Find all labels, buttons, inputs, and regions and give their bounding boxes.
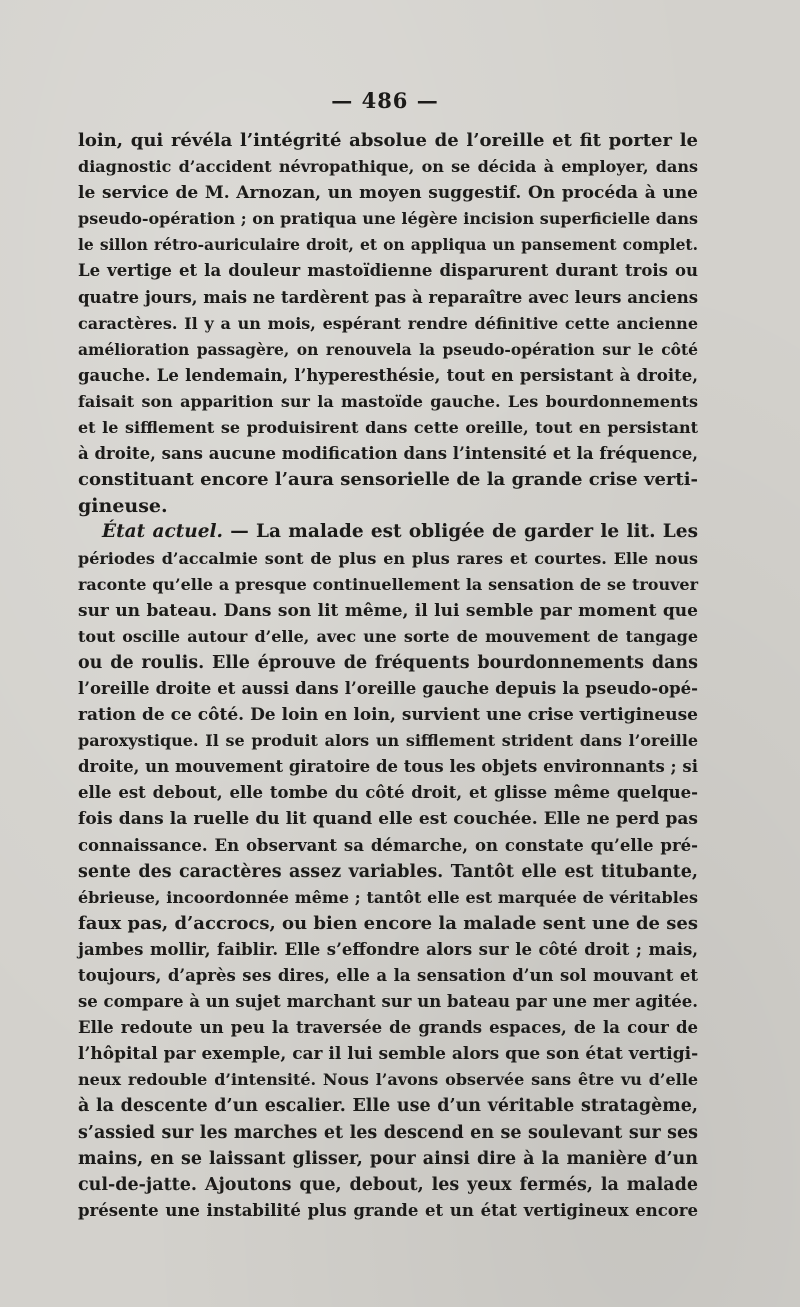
text-line: Le vertige et la douleur mastoïdienne disparurent durant trois ou <box>78 261 698 281</box>
text-line: constituant encore l’aura sensorielle de la grande crise verti- <box>78 469 698 491</box>
text-line: diagnostic d’accident névropathique, on se décida à employer, dans <box>78 157 698 177</box>
paragraph-continued <box>78 128 698 519</box>
text-line: sente des caractères assez variables. Tantôt elle est titubante, <box>78 861 698 882</box>
text-line: paroxystique. Il se produit alors un sifflement strident dans l’oreille <box>78 731 698 751</box>
section-heading: État actuel. <box>102 521 223 543</box>
text-line: s’assied sur les marches et les descend en se soulevant sur ses <box>78 1122 698 1143</box>
paragraph-etat-actuel <box>78 519 698 1224</box>
text-line: amélioration passagère, on renouvela la pseudo-opération sur le côté <box>78 339 698 359</box>
text-line: ration de ce côté. De loin en loin, survient une crise vertigineuse <box>78 705 698 726</box>
text-line: loin, qui révéla l’intégrité absolue de l’oreille et fit porter le <box>78 130 698 151</box>
text-line: faux pas, d’accrocs, ou bien encore la malade sent une de ses <box>78 912 698 934</box>
text-line: l’hôpital par exemple, car il lui semble alors que son état vertigi- <box>78 1044 699 1065</box>
text-line: faisait son apparition sur la mastoïde gauche. Les bourdonnements <box>78 391 698 411</box>
text-line: neux redouble d’intensité. Nous l’avons observée sans être vu d’elle <box>78 1070 698 1090</box>
text-line: le service de M. Arnozan, un moyen suggestif. On procéda à une <box>78 183 698 204</box>
text-line: à la descente d’un escalier. Elle use d’un véritable stratagème, <box>78 1096 698 1117</box>
text-line: présente une instabilité plus grande et un état vertigineux encore <box>78 1200 698 1220</box>
text-line: l’oreille droite et aussi dans l’oreille gauche depuis la pseudo-opé- <box>78 678 698 698</box>
text-line: sur un bateau. Dans son lit même, il lui semble par moment que <box>78 600 698 621</box>
text-line: le sillon rétro-auriculaire droit, et on appliqua un pansement complet. <box>78 235 698 255</box>
text-line: périodes d’accalmie sont de plus en plus rares et courtes. Elle nous <box>78 548 698 568</box>
text-line: gauche. Le lendemain, l’hyperesthésie, tout en persistant à droite, <box>78 365 698 385</box>
body-text <box>78 128 698 1224</box>
text-line: quatre jours, mais ne tardèrent pas à reparaître avec leurs anciens <box>78 287 698 307</box>
text-line: fois dans la ruelle du lit quand elle est couchée. Elle ne perd pas <box>78 809 698 830</box>
text-line: raconte qu’elle a presque continuellement la sensation de se trouver <box>78 574 698 594</box>
text-line: et le sifflement se produisirent dans cette oreille, tout en persistant <box>78 418 698 438</box>
text-line: pseudo-opération ; on pratiqua une légère incision superficielle dans <box>78 209 698 229</box>
text-line-first <box>78 519 698 545</box>
text-line: toujours, d’après ses dires, elle a la sensation d’un sol mouvant et <box>78 966 698 985</box>
text-line: ébrieuse, incoordonnée même ; tantôt elle est marquée de véritables <box>78 887 698 907</box>
page-number: — 486 — <box>331 88 439 113</box>
text-line: caractères. Il y a un mois, espérant rendre définitive cette ancienne <box>78 313 698 333</box>
text-line: ou de roulis. Elle éprouve de fréquents bourdonnements dans <box>78 652 698 673</box>
text-line: connaissance. En observant sa démarche, on constate qu’elle pré- <box>78 835 698 855</box>
text-line: elle est debout, elle tombe du côté droit, et glisse même quelque- <box>78 783 698 803</box>
text-line: droite, un mouvement giratoire de tous les objets environnants ; si <box>78 757 698 777</box>
text-line: tout oscille autour d’elle, avec une sorte de mouvement de tangage <box>78 626 698 646</box>
text-line: Elle redoute un peu la traversée de grands espaces, de la cour de <box>78 1018 698 1038</box>
text-line: cul-de-jatte. Ajoutons que, debout, les yeux fermés, la malade <box>78 1174 698 1195</box>
text-line: gineuse. <box>78 495 168 518</box>
text-line: à droite, sans aucune modification dans l’intensité et la fréquence, <box>78 444 698 464</box>
text-line: mains, en se laissant glisser, pour ainsi dire à la manière d’un <box>78 1148 698 1169</box>
text-line: se compare à un sujet marchant sur un bateau par une mer agitée. <box>78 992 698 1012</box>
text-line: jambes mollir, faiblir. Elle s’effondre alors sur le côté droit ; mais, <box>78 939 698 959</box>
text-line-rest: — La malade est obligée de garder le lit. Les <box>222 521 698 543</box>
